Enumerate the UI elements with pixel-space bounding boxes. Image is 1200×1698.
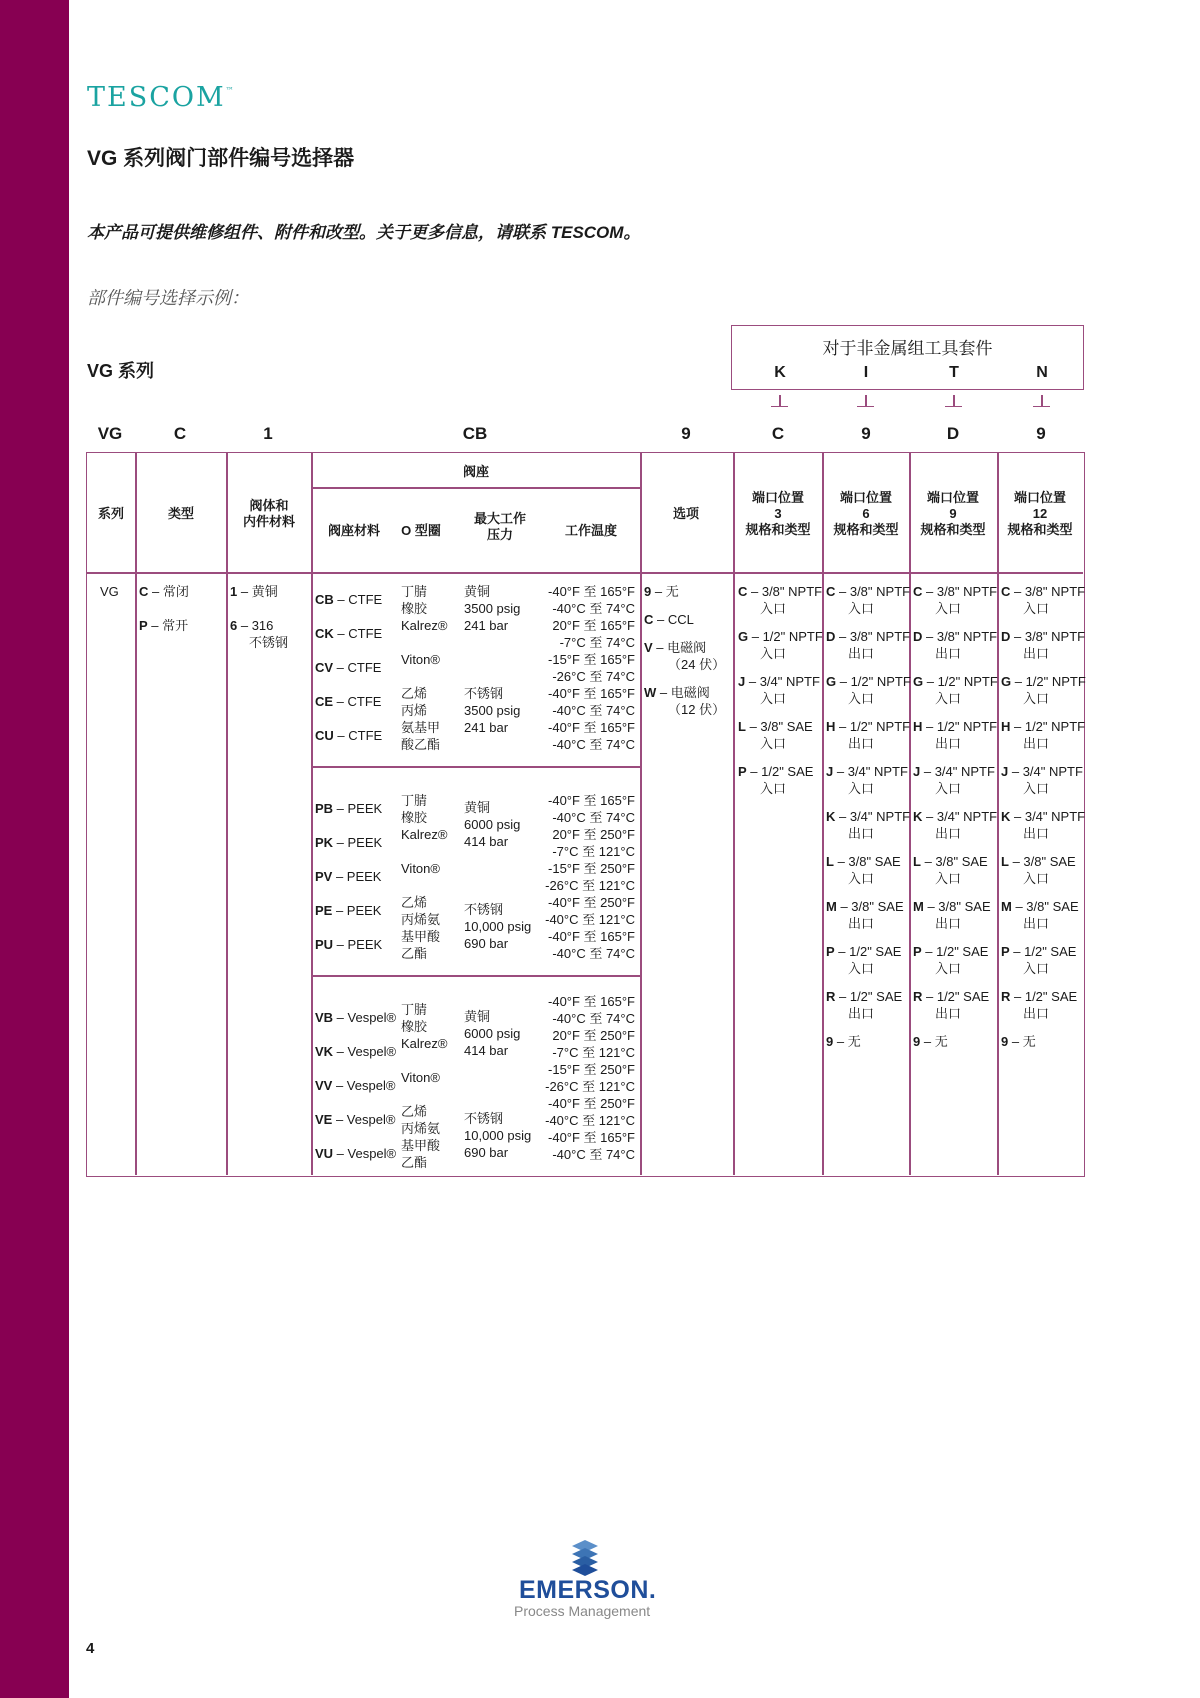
seat-material-group	[315, 583, 382, 753]
port-option-item: C – 3/8" NPTF 入口	[826, 584, 911, 616]
seat-material-group	[315, 1001, 396, 1171]
sidebar-band	[0, 0, 69, 1698]
port-option-item: J – 3/4" NPTF 入口	[826, 764, 908, 796]
port-option-item: G – 1/2" NPTF 入口	[913, 674, 998, 706]
pressure-group: 黄铜 3500 psig 241 bar 不锈钢 3500 psig 241 bar	[464, 584, 521, 735]
port-option-item: P – 1/2" SAE 入口	[826, 944, 902, 976]
port-option-item: M – 3/8" SAE 出口	[913, 899, 991, 931]
code-segment: VG	[97, 424, 123, 443]
page-title: VG 系列阀门部件编号选择器	[87, 147, 355, 170]
port-option-item: K – 3/4" NPTF 出口	[913, 809, 998, 841]
port-option-item: J – 3/4" NPTF 入口	[1001, 764, 1083, 796]
port-option-item: L – 3/8" SAE 入口	[738, 719, 813, 751]
port-option-item: L – 3/8" SAE 入口	[913, 854, 988, 886]
code-segment: D	[946, 424, 960, 443]
emerson-division: Process Management	[514, 1603, 651, 1619]
oring-group: 丁腈 橡胶 Kalrez® Viton® 乙烯 丙烯 氨基甲 酸乙酯	[401, 584, 448, 752]
seat-material-group	[315, 792, 382, 962]
seat-material-item: PU – PEEK	[315, 937, 383, 952]
kit-connector	[953, 395, 955, 407]
header-port3: 端口位置 3 规格和类型	[745, 490, 811, 537]
header-temperature: 工作温度	[564, 523, 618, 538]
seat-material-item: VB – Vespel®	[315, 1010, 397, 1025]
seat-material-item: PK – PEEK	[315, 835, 383, 850]
pressure-group: 黄铜 6000 psig 414 bar 不锈钢 10,000 psig 690 bar	[464, 800, 532, 951]
port-option-item: J – 3/4" NPTF 入口	[913, 764, 995, 796]
seat-material-item: VU – Vespel®	[315, 1146, 397, 1161]
intro-text: 本产品可提供维修组件、附件和改型。关于更多信息，请联系 TESCOM。	[87, 223, 641, 242]
port-option-item: G – 1/2" NPTF 入口	[1001, 674, 1086, 706]
code-segment: 1	[263, 424, 273, 443]
series-label: VG 系列	[87, 361, 155, 381]
port-option-item: P – 1/2" SAE 入口	[738, 764, 814, 796]
port-option-item: D – 3/8" NPTF 出口	[826, 629, 911, 661]
port-option-item: R – 1/2" SAE 出口	[913, 989, 990, 1021]
kit-letter: I	[863, 364, 869, 381]
brand-trademark: ™	[225, 86, 234, 95]
port-option-item: C – 3/8" NPTF 入口	[913, 584, 998, 616]
header-series: 系列	[97, 506, 125, 521]
code-segment: CB	[462, 424, 488, 443]
kit-box	[731, 325, 1084, 390]
seat-material-item: CE – CTFE	[315, 694, 382, 709]
brand-name: TESCOM	[87, 82, 226, 113]
kit-letter: K	[774, 364, 786, 381]
option-item: W – 电磁阀 （12 伏）	[644, 685, 726, 717]
pressure-group: 黄铜 6000 psig 414 bar 不锈钢 10,000 psig 690 bar	[464, 1009, 532, 1160]
port-option-item: M – 3/8" SAE 出口	[1001, 899, 1079, 931]
port-option-item: H – 1/2" NPTF 出口	[913, 719, 998, 751]
port12-group	[1001, 583, 1086, 1078]
port-option-item: C – 3/8" NPTF 入口	[738, 584, 823, 616]
port-option-item: G – 1/2" NPTF 入口	[738, 629, 823, 661]
port-option-item: P – 1/2" SAE 入口	[1001, 944, 1077, 976]
type-item: C – 常闭	[139, 584, 189, 599]
seat-material-item: CK – CTFE	[315, 626, 383, 641]
seat-material-item: VV – Vespel®	[315, 1078, 396, 1093]
seat-material-item: VE – Vespel®	[315, 1112, 396, 1127]
seat-material-item: PB – PEEK	[315, 801, 383, 816]
seat-material-item: PE – PEEK	[315, 903, 382, 918]
port-option-item: D – 3/8" NPTF 出口	[1001, 629, 1086, 661]
header-body-material: 阀体和 内件材料	[242, 498, 296, 529]
temperature-group: -40°F 至 165°F -40°C 至 74°C 20°F 至 250°F -7°C 至 121°C -15°F 至 250°F -26°C 至 121°C -40°F 至 250°F -40°C 至 121°C -40°F 至 165°F -40°C 至 74°C	[545, 994, 635, 1162]
emerson-logo-icon	[572, 1540, 598, 1576]
header-max-pressure: 最大工作 压力	[473, 511, 527, 542]
body-item: 1 – 黄铜	[230, 584, 278, 599]
option-item: C – CCL	[644, 612, 694, 627]
options-group	[644, 583, 725, 718]
port-option-item: K – 3/4" NPTF 出口	[1001, 809, 1086, 841]
oring-group: 丁腈 橡胶 Kalrez® Viton® 乙烯 丙烯氨 基甲酸 乙酯	[401, 793, 448, 961]
page-number: 4	[86, 1640, 95, 1657]
code-segment: 9	[1036, 424, 1046, 443]
port-option-item: G – 1/2" NPTF 入口	[826, 674, 911, 706]
header-seat-group: 阀座	[462, 464, 490, 479]
seat-material-item: CB – CTFE	[315, 592, 383, 607]
port-option-item: D – 3/8" NPTF 出口	[913, 629, 998, 661]
example-label: 部件编号选择示例：	[87, 288, 249, 308]
kit-connector	[865, 395, 867, 407]
port9-group	[913, 583, 998, 1078]
header-options: 选项	[672, 506, 700, 521]
port-option-item: J – 3/4" NPTF 入口	[738, 674, 820, 706]
kit-connector	[1041, 395, 1043, 407]
kit-letter: N	[1036, 364, 1048, 381]
header-seat-material: 阀座材料	[327, 523, 381, 538]
port-option-item: M – 3/8" SAE 出口	[826, 899, 904, 931]
selector-table	[86, 452, 1085, 1177]
kit-title: 对于非金属组工具套件	[822, 339, 993, 358]
port-option-item: 9 – 无	[1001, 1034, 1036, 1049]
port-option-item: R – 1/2" SAE 出口	[826, 989, 903, 1021]
port-option-item: H – 1/2" NPTF 出口	[1001, 719, 1086, 751]
kit-connector	[779, 395, 781, 407]
port-option-item: P – 1/2" SAE 入口	[913, 944, 989, 976]
body-item: 6 – 316 不锈钢	[230, 618, 289, 650]
seat-material-item: CU – CTFE	[315, 728, 383, 743]
port-option-item: R – 1/2" SAE 出口	[1001, 989, 1078, 1021]
code-segment: C	[771, 424, 785, 443]
seat-material-item: VK – Vespel®	[315, 1044, 397, 1059]
header-port6: 端口位置 6 规格和类型	[833, 490, 899, 537]
header-port9: 端口位置 9 规格和类型	[920, 490, 986, 537]
seat-material-item: CV – CTFE	[315, 660, 382, 675]
option-item: V – 电磁阀 （24 伏）	[644, 640, 726, 672]
temperature-group: -40°F 至 165°F -40°C 至 74°C 20°F 至 250°F -7°C 至 121°C -15°F 至 250°F -26°C 至 121°C -40°F 至 250°F -40°C 至 121°C -40°F 至 165°F -40°C 至 74°C	[545, 793, 635, 961]
code-segment: 9	[681, 424, 691, 443]
port3-group	[738, 583, 823, 808]
port-option-item: K – 3/4" NPTF 出口	[826, 809, 911, 841]
code-segment: 9	[861, 424, 871, 443]
kit-letter: T	[949, 364, 959, 381]
port6-group	[826, 583, 911, 1078]
port-option-item: L – 3/8" SAE 入口	[1001, 854, 1076, 886]
port-option-item: 9 – 无	[826, 1034, 861, 1049]
port-option-item: 9 – 无	[913, 1034, 948, 1049]
series-value: VG	[100, 584, 119, 599]
brand-logo	[87, 82, 234, 113]
temperature-group: -40°F 至 165°F -40°C 至 74°C 20°F 至 165°F -7°C 至 74°C -15°F 至 165°F -26°C 至 74°C -40°F 至 165°F -40°C 至 74°C -40°F 至 165°F -40°C 至 74°C	[548, 584, 635, 752]
code-segment: C	[173, 424, 187, 443]
port-option-item: H – 1/2" NPTF 出口	[826, 719, 911, 751]
oring-group: 丁腈 橡胶 Kalrez® Viton® 乙烯 丙烯氨 基甲酸 乙酯	[401, 1002, 448, 1170]
header-port12: 端口位置 12 规格和类型	[1007, 490, 1073, 537]
option-item: 9 – 无	[644, 584, 679, 599]
header-type: 类型	[167, 506, 195, 521]
header-oring: O 型圈	[401, 523, 441, 538]
type-item: P – 常开	[139, 618, 189, 633]
port-option-item: L – 3/8" SAE 入口	[826, 854, 901, 886]
seat-material-item: PV – PEEK	[315, 869, 382, 884]
emerson-name: EMERSON.	[519, 1576, 657, 1604]
port-option-item: C – 3/8" NPTF 入口	[1001, 584, 1086, 616]
